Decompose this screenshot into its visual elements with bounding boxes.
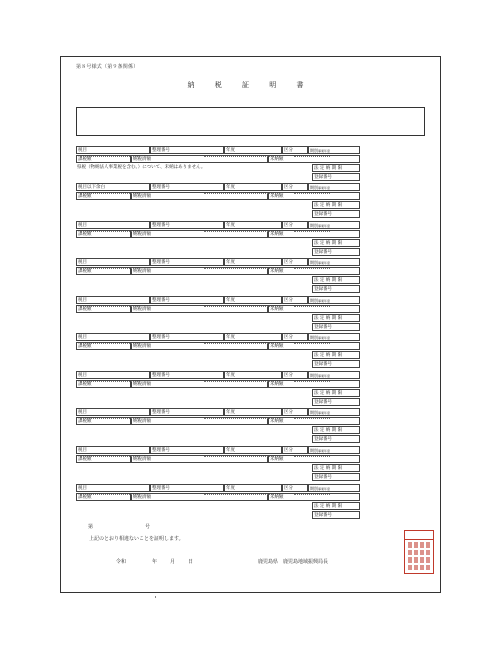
reg-no-label: 登録番号 [314,212,332,217]
certificate-number-label: 第 [88,524,94,530]
tax-block [76,446,360,484]
paid-label: 納税済額 [133,382,151,387]
wavy-underline [80,340,140,344]
period-type-label: 期別 [310,335,318,340]
tax-block-due-row [76,314,360,322]
no-arrears-note: 県税（物納法人事業税を含む。）について、未納はありません。 [77,165,206,170]
tax-block [76,221,360,259]
wavy-underline [204,303,280,307]
period-type-label: 期別 [310,448,318,453]
unpaid-label: 未納額 [270,269,284,274]
period-type-label: 期別 [310,260,318,265]
category-label: 区分 [284,260,293,265]
issuer-name: 鹿児島県 鹿児島地域振興局長 [258,559,329,565]
wavy-underline [294,415,330,419]
tax-item-label: 税目 [78,185,87,190]
unpaid-label: 未納額 [270,495,284,500]
tax-block-reg-row [76,285,360,293]
year-label: 年度 [226,260,235,265]
reg-no-cell [312,173,360,181]
paid-label: 納税済額 [133,269,151,274]
category-label: 区分 [284,223,293,228]
category-label: 区分 [284,185,293,190]
period-type-sublabel: 事業年度 [318,224,331,228]
legal-due-label: 法 定 納 期 限 [314,466,343,471]
year-label: 年度 [226,148,235,153]
tax-block-reg-row [76,398,360,406]
reg-no-label: 登録番号 [314,325,332,330]
reg-no-cell [312,511,360,519]
wavy-underline [294,340,330,344]
wavy-underline [80,415,140,419]
period-type-label: 期別 [310,223,318,228]
reg-no-cell [312,323,360,331]
reg-no-label: 登録番号 [314,250,332,255]
wavy-underline [204,228,280,232]
assessed-label: 課税額 [78,344,92,349]
unpaid-label: 未納額 [270,457,284,462]
legal-due-cell [312,426,360,434]
tax-block-reg-row [76,511,360,519]
year-label: 年度 [226,185,235,190]
reg-no-cell [312,398,360,406]
legal-due-label: 法 定 納 期 限 [314,241,343,246]
reg-no-cell [312,473,360,481]
certificate-number-suffix: 号 [145,524,151,530]
legal-due-cell [312,164,360,172]
legal-due-label: 法 定 納 期 限 [314,428,343,433]
tax-item-label: 税目 [78,373,87,378]
paid-label: 納税済額 [133,495,151,500]
legal-due-cell [312,502,360,510]
legal-due-cell [312,239,360,247]
tax-item-note: 以下余白 [87,185,105,190]
wavy-underline [204,415,280,419]
wavy-underline [294,491,330,495]
period-type-sublabel: 事業年度 [318,299,331,303]
assessed-label: 課税額 [78,232,92,237]
wavy-underline [294,228,330,232]
wavy-underline [294,265,330,269]
document-title: 納 税 証 明 書 [187,81,313,89]
wavy-underline [204,453,280,457]
category-label: 区分 [284,373,293,378]
ref-no-label: 整理番号 [152,486,170,491]
paid-label: 納税済額 [133,307,151,312]
period-type-sublabel: 事業年度 [318,487,331,491]
unpaid-label: 未納額 [270,157,284,162]
certification-statement: 上記のとおり相違ないことを証明します。 [89,536,184,542]
tax-item-label: 税目 [78,448,87,453]
period-type-label: 期別 [310,486,318,491]
category-label: 区分 [284,486,293,491]
paid-label: 納税済額 [133,157,151,162]
wavy-underline [204,153,280,157]
tax-block-reg-row [76,435,360,443]
tax-block-due-row [76,426,360,434]
date-day: 日 [188,559,194,565]
legal-due-label: 法 定 納 期 限 [314,166,343,171]
ref-no-label: 整理番号 [152,148,170,153]
paid-label: 納税済額 [133,344,151,349]
year-label: 年度 [226,448,235,453]
assessed-label: 課税額 [78,194,92,199]
year-label: 年度 [226,373,235,378]
wavy-underline [204,190,280,194]
assessed-label: 課税額 [78,269,92,274]
date-month: 月 [170,559,176,565]
wavy-underline [80,378,140,382]
year-label: 年度 [226,298,235,303]
paid-label: 納税済額 [133,419,151,424]
address-box [76,107,425,136]
assessed-label: 課税額 [78,419,92,424]
year-label: 年度 [226,223,235,228]
wavy-underline [80,303,140,307]
tax-block-due-row [76,239,360,247]
legal-due-label: 法 定 納 期 限 [314,278,343,283]
tax-block-due-row [76,201,360,209]
period-type-sublabel: 事業年度 [318,149,331,153]
unpaid-label: 未納額 [270,232,284,237]
tax-block [76,408,360,446]
reg-no-cell [312,210,360,218]
paid-label: 納税済額 [133,457,151,462]
tax-block [76,296,360,334]
tax-block-due-row [76,276,360,284]
tax-block-reg-row [76,173,360,181]
reg-no-label: 登録番号 [314,513,332,518]
wavy-underline [80,453,140,457]
assessed-label: 課税額 [78,495,92,500]
unpaid-label: 未納額 [270,307,284,312]
legal-due-cell [312,314,360,322]
assessed-label: 課税額 [78,307,92,312]
tax-item-label: 税目 [78,486,87,491]
year-label: 年度 [226,335,235,340]
period-type-label: 期別 [310,410,318,415]
tax-block-due-row [76,464,360,472]
no-arrears-note-cell [76,164,276,172]
reg-no-cell [312,248,360,256]
reg-no-cell [312,360,360,368]
period-type-label: 期別 [310,298,318,303]
wavy-underline [294,303,330,307]
category-label: 区分 [284,148,293,153]
legal-due-label: 法 定 納 期 限 [314,203,343,208]
date-year: 年 [152,559,158,565]
ref-no-label: 整理番号 [152,260,170,265]
tax-item-label: 税目 [78,335,87,340]
period-type-sublabel: 事業年度 [318,411,331,415]
tax-item-label: 税目 [78,298,87,303]
tax-block [76,258,360,296]
wavy-underline [80,153,140,157]
wavy-underline [204,491,280,495]
wavy-underline [80,265,140,269]
wavy-underline [80,228,140,232]
category-label: 区分 [284,298,293,303]
tax-block-due-row [76,164,360,172]
tax-block-reg-row [76,248,360,256]
legal-due-cell [312,351,360,359]
ref-no-label: 整理番号 [152,185,170,190]
ref-no-label: 整理番号 [152,335,170,340]
legal-due-cell [312,201,360,209]
period-type-label: 期別 [310,148,318,153]
paid-label: 納税済額 [133,194,151,199]
unpaid-label: 未納額 [270,344,284,349]
wavy-underline [204,265,280,269]
ref-no-label: 整理番号 [152,448,170,453]
wavy-underline [204,340,280,344]
legal-due-label: 法 定 納 期 限 [314,504,343,509]
period-type-label: 期別 [310,185,318,190]
wavy-underline [294,378,330,382]
legal-due-label: 法 定 納 期 限 [314,391,343,396]
year-label: 年度 [226,486,235,491]
legal-due-cell [312,389,360,397]
official-seal [404,530,434,574]
legal-due-label: 法 定 納 期 限 [314,316,343,321]
tax-block [76,371,360,409]
tax-block-reg-row [76,473,360,481]
wavy-underline [294,453,330,457]
date-era: 令和 [116,559,127,565]
reg-no-cell [312,435,360,443]
reg-no-label: 登録番号 [314,175,332,180]
tax-item-label: 税目 [78,148,87,153]
period-type-sublabel: 事業年度 [318,336,331,340]
ref-no-label: 整理番号 [152,298,170,303]
legal-due-label: 法 定 納 期 限 [314,353,343,358]
tax-block [76,484,360,522]
assessed-label: 課税額 [78,382,92,387]
tax-block [76,146,360,184]
period-type-sublabel: 事業年度 [318,186,331,190]
tax-block [76,183,360,221]
legal-due-cell [312,276,360,284]
unpaid-label: 未納額 [270,194,284,199]
period-type-sublabel: 事業年度 [318,374,331,378]
tax-item-label: 税目 [78,260,87,265]
unpaid-label: 未納額 [270,382,284,387]
year-label: 年度 [226,410,235,415]
assessed-label: 課税額 [78,457,92,462]
form-label: 第８号様式（第９条関係） [76,64,139,70]
reg-no-label: 登録番号 [314,437,332,442]
tax-block-reg-row [76,323,360,331]
legal-due-cell [312,464,360,472]
tax-block-reg-row [76,210,360,218]
reg-no-label: 登録番号 [314,400,332,405]
tax-block [76,333,360,371]
ref-no-label: 整理番号 [152,410,170,415]
ref-no-label: 整理番号 [152,373,170,378]
scan-mark [155,596,156,598]
tax-block-due-row [76,389,360,397]
category-label: 区分 [284,410,293,415]
reg-no-label: 登録番号 [314,475,332,480]
tax-block-due-row [76,351,360,359]
period-type-label: 期別 [310,373,318,378]
reg-no-cell [312,285,360,293]
tax-item-label: 税目 [78,223,87,228]
reg-no-label: 登録番号 [314,362,332,367]
assessed-label: 課税額 [78,157,92,162]
period-type-sublabel: 事業年度 [318,449,331,453]
unpaid-label: 未納額 [270,419,284,424]
tax-block-due-row [76,502,360,510]
category-label: 区分 [284,448,293,453]
paid-label: 納税済額 [133,232,151,237]
tax-block-reg-row [76,360,360,368]
ref-no-label: 整理番号 [152,223,170,228]
wavy-underline [80,491,140,495]
wavy-underline [204,378,280,382]
period-type-sublabel: 事業年度 [318,261,331,265]
wavy-underline [294,190,330,194]
category-label: 区分 [284,335,293,340]
tax-item-label: 税目 [78,410,87,415]
reg-no-label: 登録番号 [314,287,332,292]
wavy-underline [294,153,330,157]
wavy-underline [80,190,140,194]
